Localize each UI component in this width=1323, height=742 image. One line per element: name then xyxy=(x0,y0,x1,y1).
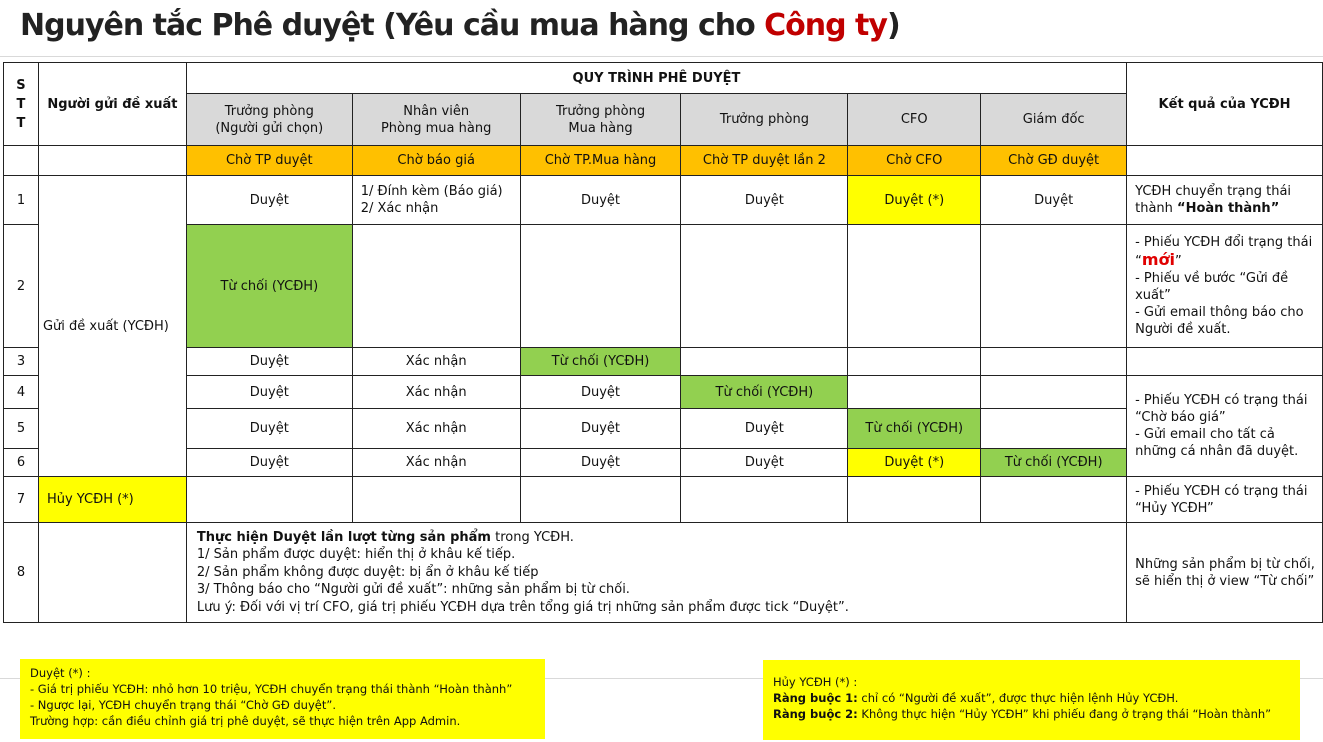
empty-cell xyxy=(38,146,186,176)
cell-reject: Từ chối (YCĐH) xyxy=(186,225,352,348)
cell: Xác nhận xyxy=(352,348,520,376)
status-cho-tp-mua-hang: Chờ TP.Mua hàng xyxy=(520,146,681,176)
empty-cell xyxy=(681,348,848,376)
cell: Duyệt xyxy=(520,376,681,409)
top-divider xyxy=(0,56,1323,57)
empty-cell xyxy=(981,409,1127,449)
table-row xyxy=(4,409,1323,449)
cell: Duyệt xyxy=(681,449,848,477)
empty-cell xyxy=(352,477,520,523)
title-text: Nguyên tắc Phê duyệt (Yêu cầu mua hàng cho xyxy=(20,8,765,43)
cell: Duyệt xyxy=(681,176,848,225)
cell-reject: Từ chối (YCĐH) xyxy=(681,376,848,409)
table-row xyxy=(4,176,1323,225)
title-company: Công ty xyxy=(764,8,887,43)
cell-highlight: Duyệt (*) xyxy=(848,176,981,225)
status-cho-gd: Chờ GĐ duyệt xyxy=(981,146,1127,176)
cell: Duyệt xyxy=(186,409,352,449)
result-cell: - Phiếu YCĐH có trạng thái “Hủy YCĐH” xyxy=(1127,477,1323,523)
empty-cell xyxy=(352,225,520,348)
cell: Duyệt xyxy=(520,449,681,477)
empty-cell xyxy=(848,348,981,376)
approve-note: Duyệt (*) : - Giá trị phiếu YCĐH: nhỏ hơn 10 triệu, YCĐH chuyển trạng thái thành “Hoàn thành” - Ngược lại, YCĐH chuyển trạng thái “Chờ GĐ duyệt”. Trường hợp: cần điều chỉnh giá trị phê duyệt, sẽ thực hiện trên App Admin. xyxy=(20,659,545,739)
result-cell: - Phiếu YCĐH có trạng thái “Chờ báo giá” - Gửi email cho tất cả những cá nhân đã duyệt. xyxy=(1127,376,1323,477)
result-header: Kết quả của YCĐH xyxy=(1127,63,1323,146)
cancel-cell: Hủy YCĐH (*) xyxy=(38,477,186,523)
empty-cell xyxy=(681,225,848,348)
empty-cell xyxy=(38,523,186,623)
cell: Xác nhận xyxy=(352,409,520,449)
role-purchasing-staff: Nhân viên Phòng mua hàng xyxy=(352,94,520,146)
table-row xyxy=(4,225,1323,348)
status-cho-cfo: Chờ CFO xyxy=(848,146,981,176)
cell: Duyệt xyxy=(186,376,352,409)
table-row xyxy=(4,477,1323,523)
cell: Duyệt xyxy=(186,449,352,477)
stt-header: S T T xyxy=(4,63,39,146)
cell: Xác nhận xyxy=(352,376,520,409)
page-title xyxy=(20,8,900,43)
empty-cell xyxy=(981,477,1127,523)
process-header: QUY TRÌNH PHÊ DUYỆT xyxy=(186,63,1126,94)
table-row xyxy=(4,348,1323,376)
table-row xyxy=(4,523,1323,623)
cell-reject: Từ chối (YCĐH) xyxy=(520,348,681,376)
row-number: 8 xyxy=(4,523,39,623)
status-cho-bao-gia: Chờ báo giá xyxy=(352,146,520,176)
empty-cell xyxy=(520,225,681,348)
empty-cell xyxy=(520,477,681,523)
row-number: 4 xyxy=(4,376,39,409)
status-cho-tp-lan-2: Chờ TP duyệt lần 2 xyxy=(681,146,848,176)
result-cell: - Phiếu YCĐH đổi trạng thái “mới” - Phiếu về bước “Gửi đề xuất” - Gửi email thông báo cho Người đề xuất. xyxy=(1127,225,1323,348)
cell-reject: Từ chối (YCĐH) xyxy=(981,449,1127,477)
roles-row xyxy=(4,94,1323,146)
empty-cell xyxy=(1127,146,1323,176)
row-number: 6 xyxy=(4,449,39,477)
cell: 1/ Đính kèm (Báo giá) 2/ Xác nhận xyxy=(352,176,520,225)
cell-reject: Từ chối (YCĐH) xyxy=(848,409,981,449)
role-tp-2: Trưởng phòng xyxy=(681,94,848,146)
cell: Xác nhận xyxy=(352,449,520,477)
table-row xyxy=(4,449,1323,477)
row-number: 3 xyxy=(4,348,39,376)
empty-cell xyxy=(981,376,1127,409)
role-cfo: CFO xyxy=(848,94,981,146)
table-row xyxy=(4,376,1323,409)
status-row xyxy=(4,146,1323,176)
empty-cell xyxy=(848,225,981,348)
cell: Duyệt xyxy=(681,409,848,449)
row-number: 7 xyxy=(4,477,39,523)
empty-cell xyxy=(981,348,1127,376)
cancel-note: Hủy YCĐH (*) : Ràng buộc 1: chỉ có “Người đề xuất”, được thực hiện lệnh Hủy YCĐH. Ràng buộc 2: Không thực hiện “Hủy YCĐH” khi phiếu đang ở trạng thái “Hoàn thành” xyxy=(763,660,1300,740)
empty-cell xyxy=(981,225,1127,348)
sender-header: Người gửi đề xuất xyxy=(38,63,186,146)
result-cell: Những sản phẩm bị từ chối, sẽ hiển thị ở view “Từ chối” xyxy=(1127,523,1323,623)
role-director: Giám đốc xyxy=(981,94,1127,146)
row-number: 5 xyxy=(4,409,39,449)
row-number: 1 xyxy=(4,176,39,225)
row-number: 2 xyxy=(4,225,39,348)
cell: Duyệt xyxy=(981,176,1127,225)
sender-merged-cell: Gửi đề xuất (YCĐH) xyxy=(38,176,186,477)
empty-cell xyxy=(1127,348,1323,376)
header-row xyxy=(4,63,1323,94)
cell-highlight: Duyệt (*) xyxy=(848,449,981,477)
result-cell: YCĐH chuyển trạng thái thành “Hoàn thành” xyxy=(1127,176,1323,225)
product-approval-note: Thực hiện Duyệt lần lượt từng sản phẩm trong YCĐH. 1/ Sản phẩm được duyệt: hiển thị ở khâu kế tiếp. 2/ Sản phẩm không được duyệt: bị ẩn ở khâu kế tiếp 3/ Thông báo cho “Người gửi đề xuất”: những sản phẩm bị từ chối. Lưu ý: Đối với vị trí CFO, giá trị phiếu YCĐH dựa trên tổng giá trị những sản phẩm được tick “Duyệt”. xyxy=(186,523,1126,623)
empty-cell xyxy=(4,146,39,176)
empty-cell xyxy=(848,376,981,409)
role-tp: Trưởng phòng (Người gửi chọn) xyxy=(186,94,352,146)
empty-cell xyxy=(848,477,981,523)
role-purchasing-head: Trưởng phòng Mua hàng xyxy=(520,94,681,146)
cell: Duyệt xyxy=(186,348,352,376)
approval-table xyxy=(3,62,1323,623)
cell: Duyệt xyxy=(186,176,352,225)
empty-cell xyxy=(186,477,352,523)
status-cho-tp: Chờ TP duyệt xyxy=(186,146,352,176)
empty-cell xyxy=(681,477,848,523)
cell: Duyệt xyxy=(520,409,681,449)
cell: Duyệt xyxy=(520,176,681,225)
title-close: ) xyxy=(886,8,900,43)
